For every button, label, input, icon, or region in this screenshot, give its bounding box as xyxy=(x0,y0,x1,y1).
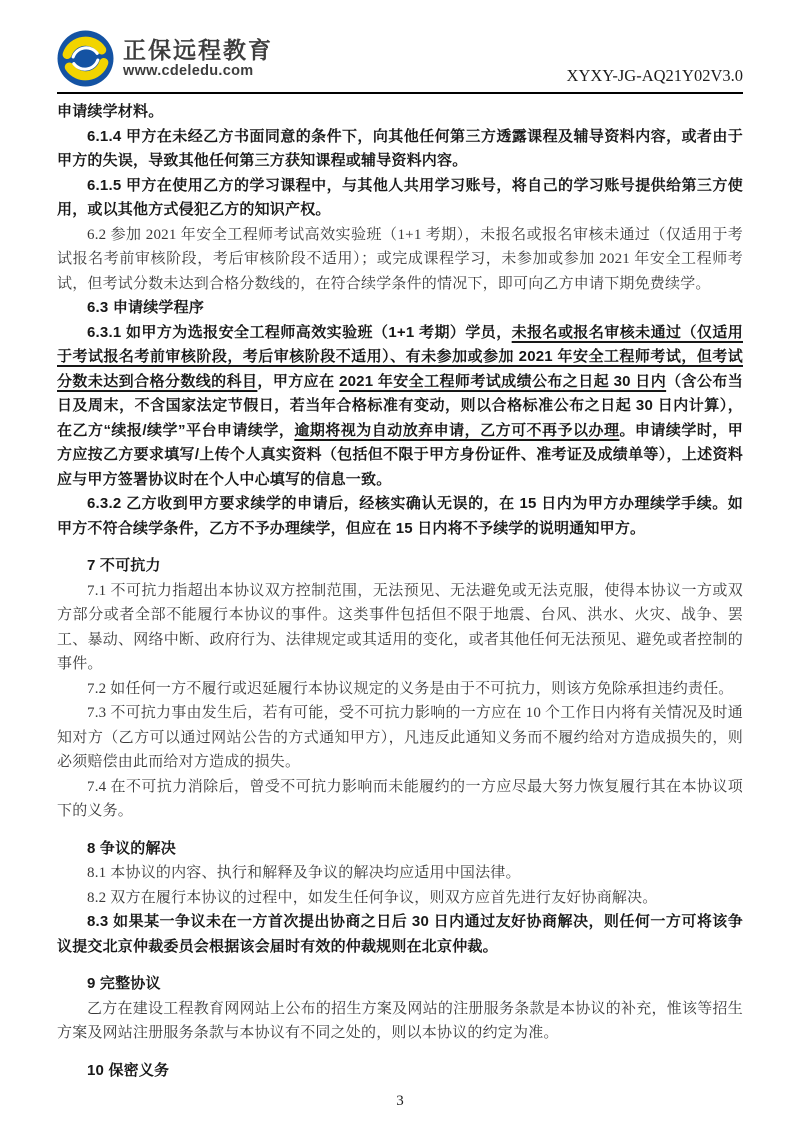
page-number: 3 xyxy=(396,1093,404,1109)
heading-6-3 xyxy=(57,296,743,321)
heading-10 xyxy=(57,1059,743,1084)
text-run: 8.1 本协议的内容、执行和解释及争议的解决均应适用中国法律。 xyxy=(87,865,521,881)
heading-9 xyxy=(57,972,743,997)
text-run: 6.3.2 乙方收到甲方要求续学的申请后，经核实确认无误的，在 15 日内为甲方办理续学手续。如甲方不符合续学条件，乙方不予办理续学，但应在 15 日内将不予续学的说明通知甲方。 xyxy=(57,495,743,537)
clause-8-1 xyxy=(57,861,743,886)
document-code: XYXY-JG-AQ21Y02V3.0 xyxy=(566,66,743,85)
clause-6-1-4 xyxy=(57,125,743,174)
text-run: 6.3 申请续学程序 xyxy=(87,299,205,316)
text-run: 7.3 不可抗力事由发生后，若有可能，受不可抗力影响的一方应在 10 个工作日内将有关情况及时通知对方（乙方可以通过网站公告的方式通知甲方），凡违反此通知义务而不履约给对方造成损失的，则必须赔偿由此而给对方造成的损失。 xyxy=(57,705,743,770)
clause-6-3-1 xyxy=(57,321,743,493)
clause-6-2 xyxy=(57,223,743,297)
brand-logo xyxy=(57,30,273,87)
clause-7-2 xyxy=(57,677,743,702)
text-run: 6.2 参加 2021 年安全工程师考试高效实验班（1+1 考期），未报名或报名审核未通过（仅适用于考试报名考前审核阶段，考后审核阶段不适用）；或完成课程学习，未参加或参加 2021 年安全工程师考试，但考试分数未达到合格分数线的，在符合续学条件的情况下，即可向乙方申请下期免费续学。 xyxy=(57,226,743,292)
clause-8-2 xyxy=(57,886,743,911)
clause-6-1-5 xyxy=(57,174,743,223)
heading-8 xyxy=(57,837,743,862)
text-run: 7.2 如任何一方不履行或迟延履行本协议规定的义务是由于不可抗力，则该方免除承担违约责任。 xyxy=(87,680,734,697)
document-body xyxy=(57,94,743,1083)
text-run: 6.3.1 如甲方为选报安全工程师高效实验班（1+1 考期）学员， xyxy=(87,323,512,341)
clause-7-1 xyxy=(57,579,743,677)
underlined-text: 逾期将视为自动放弃申请，乙方可不再予以办理 xyxy=(294,421,620,439)
continued-paragraph xyxy=(57,100,743,125)
text-run: （含公布当日及周末，不含国家法定节假日，若当年合格标准有变动，则以合格标准公布之日起 30 日内计算），在乙方“续报/续学”平台申请续学， xyxy=(57,372,744,439)
clause-9-body xyxy=(57,997,743,1046)
brand-text-block xyxy=(123,37,273,80)
text-run: 。申请续学时，甲方应按乙方要求填写/上传个人真实资料（包括但不限于甲方身份证件、准考证及成绩单等），上述资料应与甲方签署协议时在个人中心填写的信息一致。 xyxy=(57,421,744,488)
text-run: 7.4 在不可抗力消除后，曾受不可抗力影响而未能履约的一方应尽最大努力恢复履行其在本协议项下的义务。 xyxy=(57,778,743,819)
text-run: 7.1 不可抗力指超出本协议双方控制范围，无法预见、无法避免或无法克服，使得本协议一方或双方部分或者全部不能履行本协议的事件。这类事件包括但不限于地震、台风、洪水、火灾、战争、罢工、暴动、网络中断、政府行为、法律规定或其适用的变化，或者其他任何无法预见、避免或者控制的事件。 xyxy=(57,582,743,672)
brand-url: www.cdeledu.com xyxy=(123,63,254,79)
text-run: 7 不可抗力 xyxy=(87,557,161,574)
clause-7-4 xyxy=(57,775,743,824)
clause-7-3 xyxy=(57,701,743,775)
page-header xyxy=(57,30,743,94)
text-run: 8 争议的解决 xyxy=(87,839,176,857)
text-run: ，甲方应在 xyxy=(257,372,340,390)
brand-name: 正保远程教育 xyxy=(123,37,273,63)
text-run: 申请续学材料。 xyxy=(57,103,164,120)
clause-6-3-2 xyxy=(57,492,743,541)
text-run: 9 完整协议 xyxy=(87,975,161,992)
text-run: 6.1.5 甲方在使用乙方的学习课程中，与其他人共用学习账号，将自己的学习账号提供给第三方使用，或以其他方式侵犯乙方的知识产权。 xyxy=(57,176,743,218)
text-run: 乙方在建设工程教育网网站上公布的招生方案及网站的注册服务条款是本协议的补充，惟该等招生方案及网站注册服务条款与本协议有不同之处的，则以本协议的约定为准。 xyxy=(57,1000,743,1041)
text-run: 8.3 如果某一争议未在一方首次提出协商之日后 30 日内通过友好协商解决，则任何一方可将该争议提交北京仲裁委员会根据该会届时有效的仲裁规则在北京仲裁。 xyxy=(57,913,743,955)
text-run: 8.2 双方在履行本协议的过程中，如发生任何争议，则双方应首先进行友好协商解决。 xyxy=(87,889,658,906)
text-run: 10 保密义务 xyxy=(87,1061,170,1079)
page-footer xyxy=(57,1093,743,1110)
text-run: 6.1.4 甲方在未经乙方书面同意的条件下，向其他任何第三方透露课程及辅导资料内容，或者由于甲方的失误，导致其他任何第三方获知课程或辅导资料内容。 xyxy=(57,127,743,169)
swirl-globe-logo-icon xyxy=(57,30,114,87)
heading-7 xyxy=(57,554,743,579)
underlined-text: 未报名或报名审核未通过（仅适用于考试报名考前审核阶段，考后审核阶段不适用）、有未参加或参加 2021 年安全工程师考试，但考试分数未达到合格分数线的科目 xyxy=(57,323,743,390)
clause-8-3 xyxy=(57,910,743,959)
underlined-text: 2021 年安全工程师考试成绩公布之日起 30 日内 xyxy=(339,372,667,390)
